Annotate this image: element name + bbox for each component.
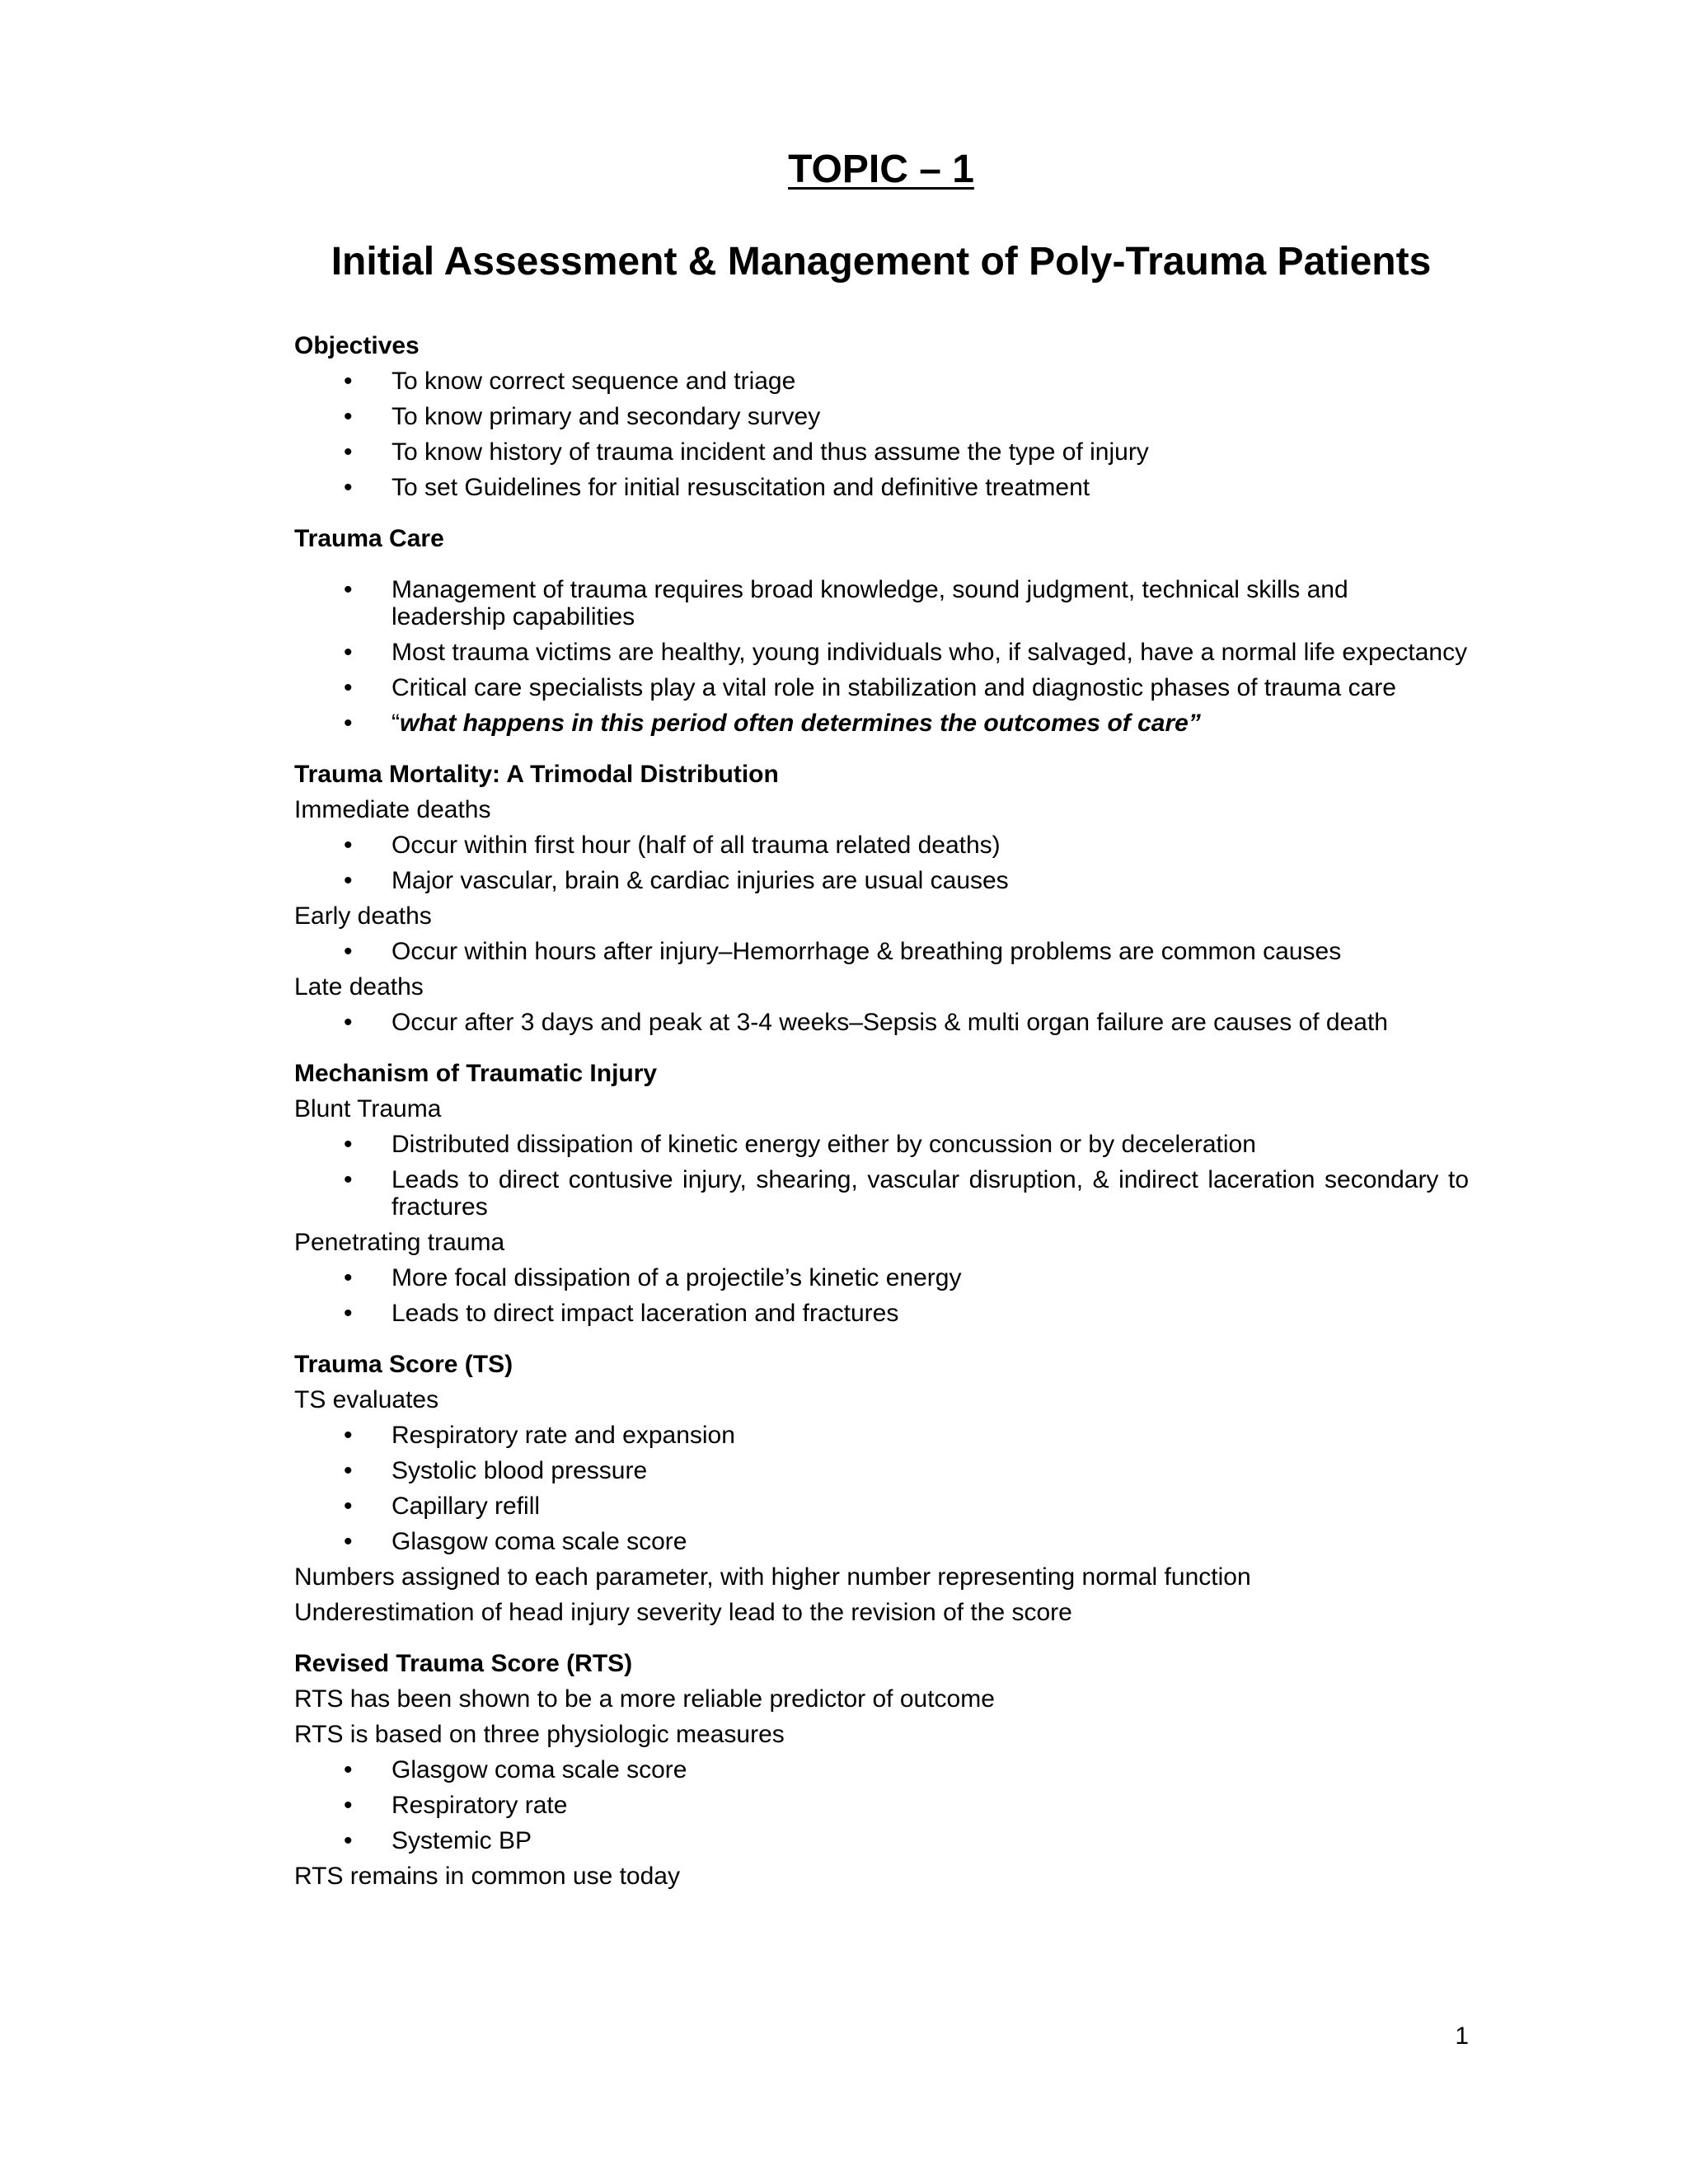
early-deaths-label: Early deaths xyxy=(294,902,432,930)
mechanism-heading: Mechanism of Traumatic Injury xyxy=(294,1060,658,1087)
ts-list xyxy=(294,1418,1469,1559)
trauma-care-heading: Trauma Care xyxy=(294,525,444,552)
list-item: • Occur within first hour (half of all trauma related deaths) xyxy=(294,827,1469,863)
document-body xyxy=(294,328,1469,1894)
bullet-icon: • xyxy=(344,1756,353,1783)
bullet-icon: • xyxy=(344,938,353,965)
list-item: • To set Guidelines for initial resuscitation and definitive treatment xyxy=(294,470,1469,505)
rts-heading: Revised Trauma Score (RTS) xyxy=(294,1650,633,1677)
list-item: • Management of trauma requires broad knowledge, sound judgment, technical skills and leadership capabilities xyxy=(294,572,1469,635)
document-title: Initial Assessment & Management of Poly-Trauma Patients xyxy=(331,240,1432,284)
list-item: • Systemic BP xyxy=(294,1823,1469,1858)
bullet-icon: • xyxy=(344,1493,353,1520)
early-deaths-list xyxy=(294,934,1469,969)
bullet-icon: • xyxy=(344,1827,353,1854)
bullet-icon: • xyxy=(344,1166,353,1193)
bullet-icon: • xyxy=(344,1457,353,1484)
list-item: • Leads to direct impact laceration and fractures xyxy=(294,1296,1469,1331)
list-item: • Distributed dissipation of kinetic energy either by concussion or by deceleration xyxy=(294,1127,1469,1162)
list-item: • Most trauma victims are healthy, young individuals who, if salvaged, have a normal life expectancy xyxy=(294,635,1469,670)
ts-note: Numbers assigned to each parameter, with higher number representing normal function xyxy=(294,1563,1251,1591)
bullet-icon: • xyxy=(344,1792,353,1819)
ts-note: Underestimation of head injury severity lead to the revision of the score xyxy=(294,1599,1072,1626)
list-item xyxy=(294,705,1469,741)
trauma-score-heading: Trauma Score (TS) xyxy=(294,1351,513,1378)
list-item: • Capillary refill xyxy=(294,1488,1469,1524)
trauma-care-quote: what happens in this period often determines the outcomes of care” xyxy=(400,710,1201,737)
trauma-care-list xyxy=(294,572,1469,741)
bullet-icon: • xyxy=(344,867,353,894)
bullet-icon: • xyxy=(344,832,353,859)
quote-open: “ xyxy=(392,710,400,737)
list-item: • Critical care specialists play a vital role in stabilization and diagnostic phases of trauma care xyxy=(294,670,1469,705)
list-item: • Systolic blood pressure xyxy=(294,1453,1469,1488)
list-item: • To know correct sequence and triage xyxy=(294,363,1469,399)
bullet-icon: • xyxy=(344,438,353,466)
bullet-icon: • xyxy=(344,576,353,603)
bullet-icon: • xyxy=(344,674,353,701)
bullet-icon: • xyxy=(344,403,353,430)
bullet-icon: • xyxy=(344,1264,353,1291)
list-item: • Leads to direct contusive injury, shearing, vascular disruption, & indirect laceration secondary to fractures xyxy=(294,1162,1469,1225)
rts-list xyxy=(294,1752,1469,1858)
list-item: • Respiratory rate and expansion xyxy=(294,1418,1469,1453)
list-item: • Occur after 3 days and peak at 3-4 weeks–Sepsis & multi organ failure are causes of death xyxy=(294,1005,1469,1040)
blunt-trauma-label: Blunt Trauma xyxy=(294,1095,442,1122)
list-item: • Glasgow coma scale score xyxy=(294,1752,1469,1788)
rts-line: RTS has been shown to be a more reliable predictor of outcome xyxy=(294,1685,995,1713)
bullet-icon: • xyxy=(344,474,353,501)
bullet-icon: • xyxy=(344,710,353,737)
penetrating-trauma-list xyxy=(294,1260,1469,1331)
objectives-heading: Objectives xyxy=(294,332,420,359)
ts-intro: TS evaluates xyxy=(294,1386,439,1413)
rts-line: RTS is based on three physiologic measures xyxy=(294,1721,785,1748)
penetrating-trauma-label: Penetrating trauma xyxy=(294,1229,505,1256)
bullet-icon: • xyxy=(344,368,353,395)
late-deaths-list xyxy=(294,1005,1469,1040)
bullet-icon: • xyxy=(344,639,353,666)
list-item: • Occur within hours after injury–Hemorrhage & breathing problems are common causes xyxy=(294,934,1469,969)
bullet-icon: • xyxy=(344,1131,353,1158)
bullet-icon: • xyxy=(344,1422,353,1449)
objectives-list xyxy=(294,363,1469,505)
page-number: 1 xyxy=(1455,2022,1469,2050)
list-item: • To know primary and secondary survey xyxy=(294,399,1469,434)
late-deaths-label: Late deaths xyxy=(294,973,424,1001)
topic-heading: TOPIC – 1 xyxy=(788,148,974,191)
bullet-icon: • xyxy=(344,1528,353,1555)
mortality-heading: Trauma Mortality: A Trimodal Distribution xyxy=(294,761,779,788)
immediate-deaths-list xyxy=(294,827,1469,898)
list-item: • Glasgow coma scale score xyxy=(294,1524,1469,1559)
rts-closing: RTS remains in common use today xyxy=(294,1863,680,1890)
bullet-icon: • xyxy=(344,1300,353,1327)
blunt-trauma-list xyxy=(294,1127,1469,1225)
list-item: • More focal dissipation of a projectile’s kinetic energy xyxy=(294,1260,1469,1296)
list-item: • To know history of trauma incident and thus assume the type of injury xyxy=(294,434,1469,470)
immediate-deaths-label: Immediate deaths xyxy=(294,796,491,823)
list-item: • Major vascular, brain & cardiac injuries are usual causes xyxy=(294,863,1469,898)
list-item: • Respiratory rate xyxy=(294,1788,1469,1823)
bullet-icon: • xyxy=(344,1009,353,1036)
